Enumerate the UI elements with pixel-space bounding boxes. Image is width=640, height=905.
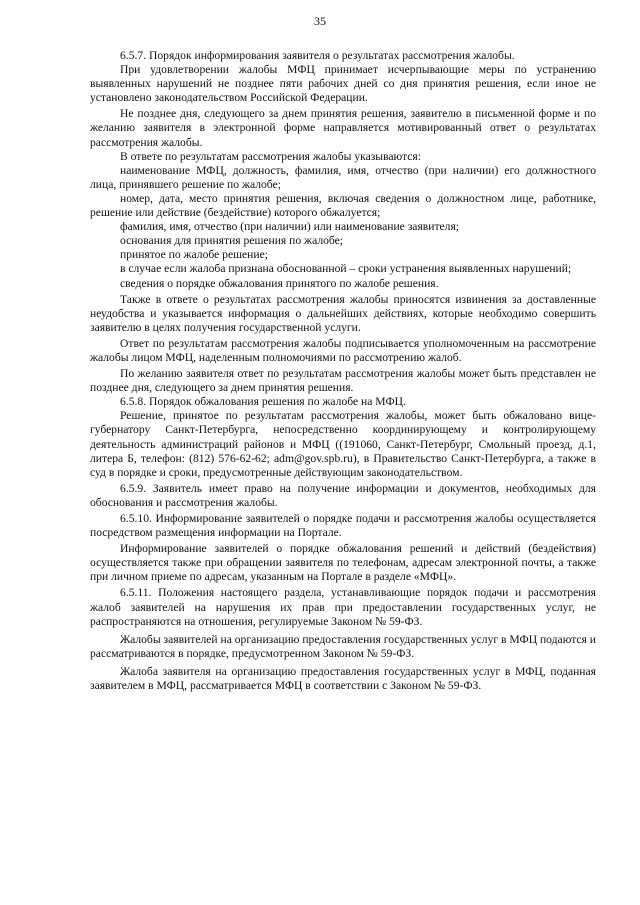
document-body: [90, 49, 596, 693]
paragraph: В ответе по результатам рассмотрения жалобы указываются:: [120, 149, 421, 163]
page-number: 35: [314, 14, 326, 28]
list-item: в случае если жалоба признана обоснованной – сроки устранения выявленных нарушений;: [120, 262, 572, 276]
list-item: фамилия, имя, отчество (при наличии) или наименование заявителя;: [120, 220, 460, 234]
paragraph: По желанию заявителя ответ по результатам рассмотрения жалобы может быть представлен не позднее дня, следующего за днем принятия решения.: [90, 367, 596, 395]
paragraph: Жалобы заявителей на организацию предоставления государственных услуг в МФЦ подаются и рассматриваются в порядке, предусмотренном Законом № 59-ФЗ.: [90, 632, 596, 660]
list-item: сведения о порядке обжалования принятого по жалобе решения.: [120, 276, 439, 290]
list-item: основания для принятия решения по жалобе;: [120, 234, 344, 248]
paragraph: Не позднее дня, следующего за днем принятия решения, заявителю в письменной форме и по желанию заявителя в электронной форме направляется мотивированный ответ о результатах рассмотрения жалобы.: [90, 107, 596, 149]
section-6-5-11: 6.5.11. Положения настоящего раздела, устанавливающие порядок подачи и рассмотрения жалоб заявителей на нарушения их прав при предоставлении государственных услуг, не распространяются на отношения, регулируемые Законом № 59-ФЗ.: [90, 586, 596, 628]
section-heading-6-5-7: 6.5.7. Порядок информирования заявителя о результатах рассмотрения жалобы.: [120, 49, 515, 62]
list-item: принятое по жалобе решение;: [120, 248, 268, 262]
paragraph: Ответ по результатам рассмотрения жалобы подписывается уполномоченным на рассмотрение жалобы лицом МФЦ, наделенным полномочиями по рассмотрению жалоб.: [90, 336, 596, 364]
paragraph: Также в ответе о результатах рассмотрения жалобы приносятся извинения за доставленные неудобства и указывается информация о дальнейших действиях, которые необходимо совершить заявителю в целях получения государственной услуги.: [90, 292, 596, 334]
section-6-5-10: 6.5.10. Информирование заявителей о порядке подачи и рассмотрения жалобы осуществляется посредством размещения информации на Портале.: [90, 512, 596, 540]
list-item: наименование МФЦ, должность, фамилия, имя, отчество (при наличии) его должностного лица, принявшего решение по жалобе;: [90, 163, 596, 191]
paragraph: Решение, принятое по результатам рассмотрения жалобы, может быть обжаловано вице-губернатору Санкт-Петербурга, непосредственно координирующему и контролирующему деятельность администраций районов и МФЦ ((191060, Санкт-Петербург, Смольный проезд, д.1, литера Б, телефон: (812) 576-62-62; adm@gov.spb.ru), в Правительство Санкт-Петербурга, а также в суд в порядке и сроки, предусмотренные действующим законодательством.: [90, 409, 596, 479]
section-6-5-9: 6.5.9. Заявитель имеет право на получение информации и документов, необходимых для обоснования и рассмотрения жалобы.: [90, 481, 596, 509]
paragraph: Жалоба заявителя на организацию предоставления государственных услуг в МФЦ, поданная заявителем в МФЦ, рассматривается МФЦ в соответствии с Законом № 59-ФЗ.: [90, 664, 596, 693]
paragraph: Информирование заявителей о порядке обжалования решений и действий (бездействия) осуществляется также при обращении заявителя по телефонам, адресам электронной почты, а также при личном приеме по адресам, указанным на Портале в разделе «МФЦ».: [90, 542, 596, 584]
paragraph: При удовлетворении жалобы МФЦ принимает исчерпывающие меры по устранению выявленных нарушений не позднее пяти рабочих дней со дня принятия решения, если иное не установлено законодательством Российской Федерации.: [90, 63, 596, 105]
section-heading-6-5-8: 6.5.8. Порядок обжалования решения по жалобе на МФЦ.: [120, 395, 406, 409]
list-item: номер, дата, место принятия решения, включая сведения о должностном лице, работнике, решение или действие (бездействие) которого обжалуется;: [90, 191, 596, 220]
